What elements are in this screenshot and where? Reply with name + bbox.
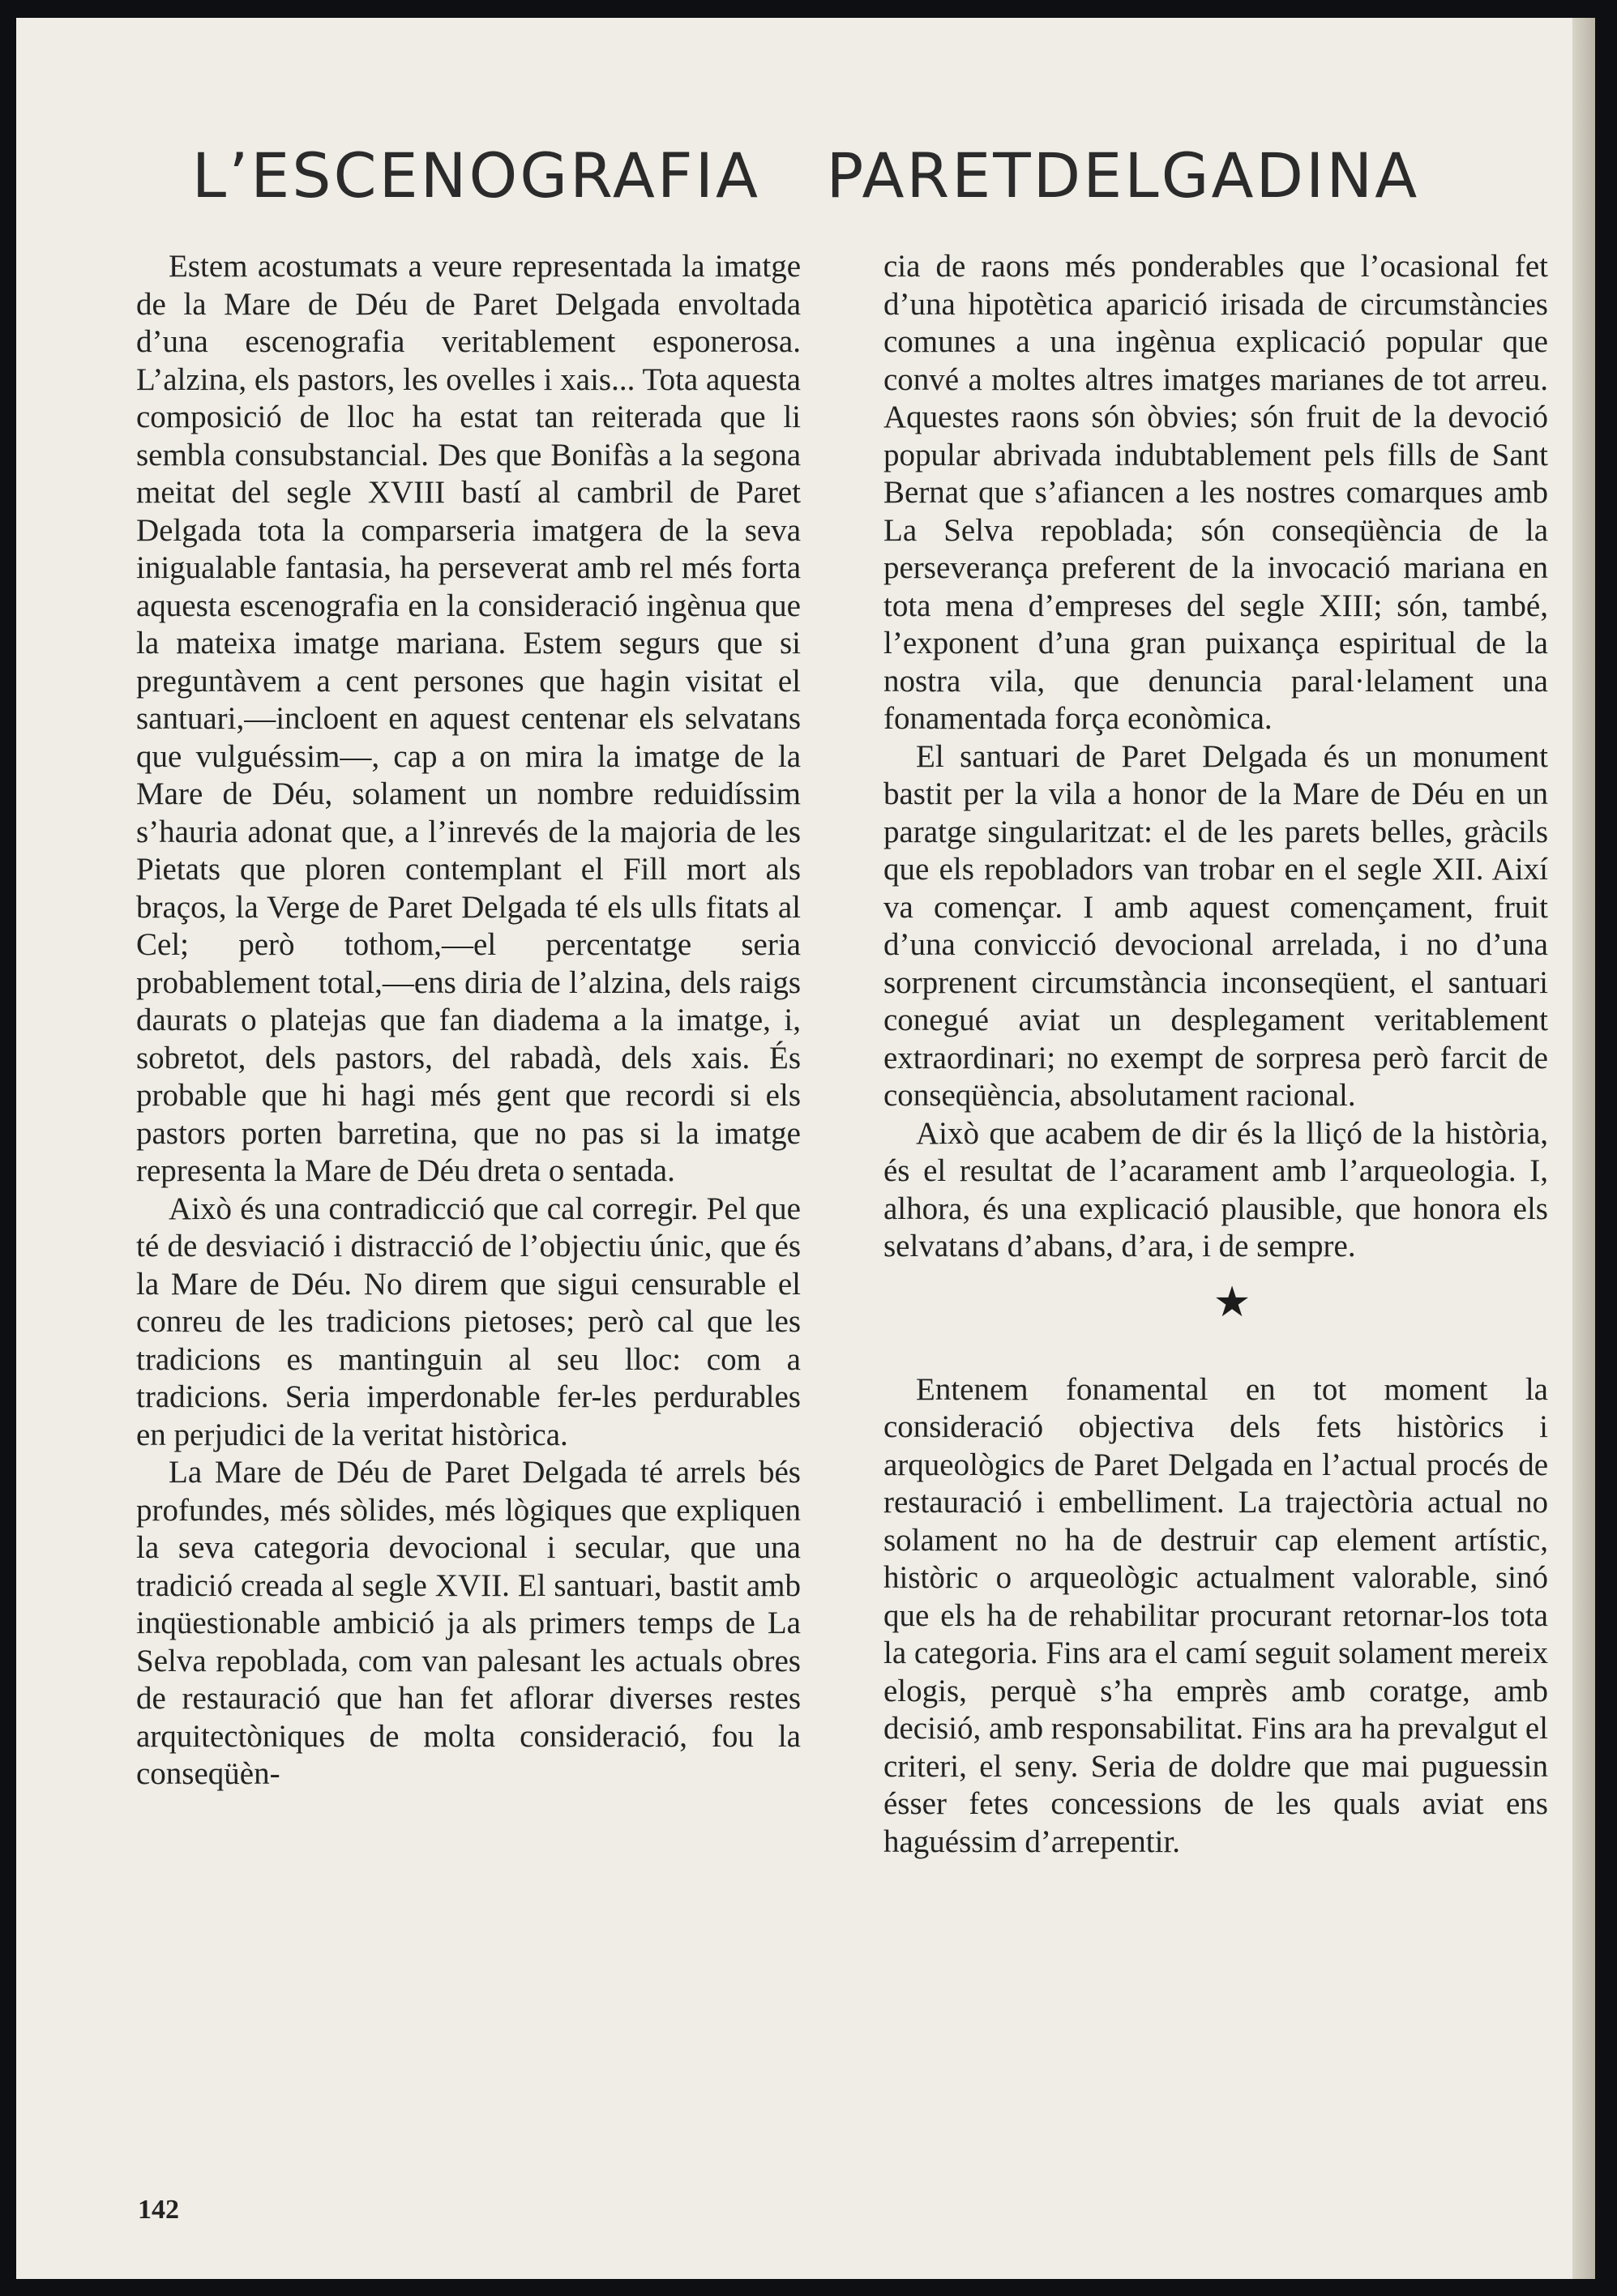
paragraph: cia de raons més ponderables que l’ocasional fet d’una hipotètica aparició irisada de circumstàncies comunes a una ingènua explicació popular que convé a moltes altres imatges marianes de tot arreu. Aquestes raons són òbvies; són fruit de la devoció popular abrivada indubtablement pels fills de Sant Bernat que s’afiancen a les nostres comarques amb La Selva repoblada; són conseqüència de la perseverança preferent de la invocació mariana en tota mena d’empreses del segle XIII; són, també, l’exponent d’una gran puixança espiritual de la nostra vila, que denuncia paral·lelament una fonamentada força econòmica. [883, 249, 1548, 736]
page-edge [1572, 18, 1595, 2279]
paragraph: Estem acostumats a veure representada la imatge de la Mare de Déu de Paret Delgada envoltada d’una escenografia veritablement esponerosa. L’alzina, els pastors, les ovelles i xais... Tota aquesta composició de lloc ha estat tan reiterada que li sembla consubstancial. Des que Bonifàs a la segona meitat del segle XVIII bastí al cambril de Paret Delgada tota la comparseria imatgera de la seva inigualable fantasia, ha perseverat amb rel més forta aquesta escenografia en la consideració ingènua que la mateixa imatge mariana. Estem segurs que si preguntàvem a cent persones que hagin visitat el santuari,—incloent en aquest centenar els selvatans que vulguéssim—, cap a on mira la imatge de la Mare de Déu, solament un nombre reduidíssim s’hauria adonat que, a l’inrevés de la majoria de les Pietats que ploren contemplant el Fill mort als braços, la Verge de Paret Delgada té els ulls fitats al Cel; però tothom,—el percentatge seria probablement total,—ens diria de l’alzina, dels raigs daurats o platejas que fan diadema a la imatge, i, sobretot, dels pastors, del rabadà, dels xais. És probable que hi hagi més gent que recordi si els pastors porten barretina, que no pas si la imatge representa la Mare de Déu dreta o sentada. [136, 249, 801, 1188]
left-column [136, 248, 801, 1794]
paragraph: El santuari de Paret Delgada és un monument bastit per la vila a honor de la Mare de Déu en un paratge singularitzat: el de les parets belles, gràcils que els repobladors van trobar en el segle XII. Així va començar. I amb aquest començament, fruit d’una convicció devocional arrelada, i no d’una sorprenent circumstància inconseqüent, el santuari conegué aviat un desplegament veritablement extraordinari; no exempt de sorpresa però farcit de conseqüència, absolutament racional. [883, 738, 1548, 1113]
section-gap [883, 1347, 1548, 1371]
right-column [883, 248, 1548, 1861]
magazine-page [16, 18, 1595, 2279]
paragraph: Això que acabem de dir és la lliçó de la història, és el resultat de l’acarament amb l’arqueologia. I, alhora, és una explicació plausible, que honora els selvatans d’abans, d’ara, i de sempre. [883, 1115, 1548, 1263]
page-number: 142 [138, 2195, 179, 2225]
paragraph: Entenem fonamental en tot moment la consideració objectiva dels fets històrics i arqueològics de Paret Delgada en l’actual procés de restauració i embelliment. La trajectòria actual no solament no ha de destruir cap element artístic, històric o arqueològic actualment valorable, sinó que els ha de rehabilitar procurant retornar-los tota la categoria. Fins ara el camí seguit solament mereix elogis, perquè s’ha emprès amb coratge, amb decisió, amb responsabilitat. Fins ara ha prevalgut el criteri, el seny. Seria de doldre que mai puguessin ésser fetes concessions de les quals aviat ens haguéssim d’arrepentir. [883, 1371, 1548, 1859]
paragraph: La Mare de Déu de Paret Delgada té arrels bés profundes, més sòlides, més lògiques que expliquen la seva categoria devocional i secular, que una tradició creada al segle XVII. El santuari, bastit amb inqüestionable ambició ja als primers temps de La Selva repoblada, com van palesant les actuals obres de restauració que han fet aflorar diverses restes arquitectòniques de molta consideració, fou la conseqüèn- [136, 1455, 801, 1791]
star-separator-icon: ★ [1213, 1277, 1251, 1327]
article-title: L’ESCENOGRAFIA PARETDELGADINA [191, 139, 1420, 212]
paragraph: Això és una contradicció que cal corregir. Pel que té de desviació i distracció de l’objectiu únic, que és la Mare de Déu. No direm que sigui censurable el conreu de les tradicions pietoses; però cal que les tradicions es mantinguin al seu lloc: com a tradicions. Seria imperdonable fer-les perdurables en perjudici de la veritat històrica. [136, 1191, 801, 1452]
